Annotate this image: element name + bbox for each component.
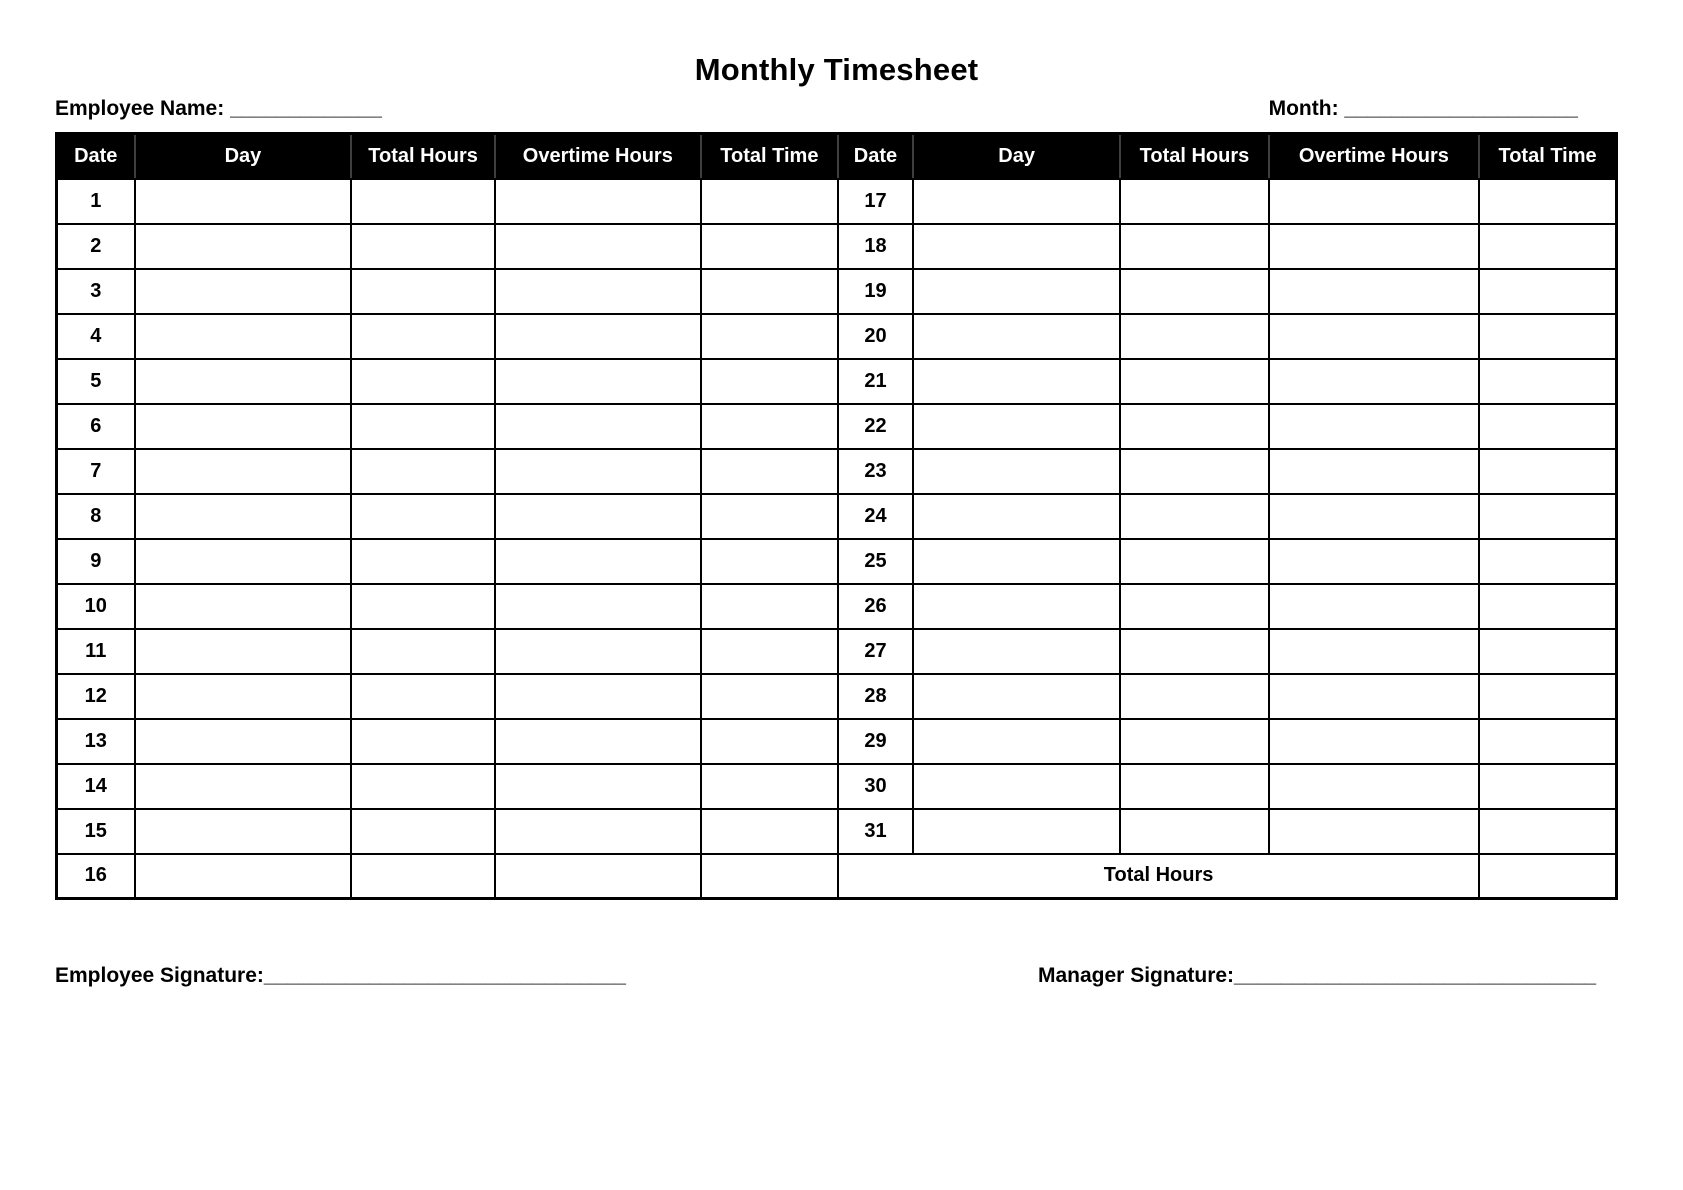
day-cell[interactable] — [913, 584, 1120, 629]
grand-total-cell[interactable] — [1479, 854, 1616, 899]
date-cell: 21 — [838, 359, 913, 404]
date-cell: 13 — [57, 719, 135, 764]
total-time-cell[interactable] — [701, 719, 838, 764]
overtime-hours-cell[interactable] — [495, 854, 701, 899]
overtime-hours-cell[interactable] — [495, 269, 701, 314]
total-hours-cell[interactable] — [1120, 764, 1268, 809]
overtime-hours-cell[interactable] — [495, 314, 701, 359]
total-hours-label: Total Hours — [838, 854, 1479, 899]
total-time-cell[interactable] — [701, 764, 838, 809]
total-time-cell[interactable] — [701, 449, 838, 494]
total-hours-cell[interactable] — [1120, 449, 1268, 494]
date-cell: 29 — [838, 719, 913, 764]
day-cell[interactable] — [913, 224, 1120, 269]
overtime-hours-cell[interactable] — [495, 584, 701, 629]
date-cell: 27 — [838, 629, 913, 674]
total-time-cell[interactable] — [1479, 629, 1616, 674]
day-cell[interactable] — [135, 809, 352, 854]
day-cell[interactable] — [913, 314, 1120, 359]
total-hours-cell[interactable] — [351, 809, 495, 854]
timesheet-table — [55, 132, 1618, 900]
total-time-cell[interactable] — [1479, 494, 1616, 539]
total-time-cell[interactable] — [701, 494, 838, 539]
header-row — [57, 134, 1617, 179]
total-hours-cell[interactable] — [351, 269, 495, 314]
manager-signature-line[interactable]: _______________________________ — [1234, 964, 1597, 987]
total-hours-cell[interactable] — [351, 224, 495, 269]
total-hours-cell[interactable] — [351, 719, 495, 764]
date-cell: 31 — [838, 809, 913, 854]
table-row — [57, 404, 1617, 449]
day-cell[interactable] — [135, 314, 352, 359]
table-row — [57, 719, 1617, 764]
total-hours-cell[interactable] — [351, 584, 495, 629]
header-total-hours-left: Total Hours — [351, 134, 495, 179]
overtime-hours-cell[interactable] — [495, 449, 701, 494]
page-title: Monthly Timesheet — [694, 52, 979, 87]
overtime-hours-cell[interactable] — [1269, 404, 1480, 449]
day-cell[interactable] — [913, 629, 1120, 674]
day-cell[interactable] — [135, 719, 352, 764]
day-cell[interactable] — [135, 854, 352, 899]
header-overtime-hours-left: Overtime Hours — [495, 134, 701, 179]
table-row — [57, 629, 1617, 674]
overtime-hours-cell[interactable] — [495, 764, 701, 809]
total-hours-cell[interactable] — [351, 404, 495, 449]
day-cell[interactable] — [135, 404, 352, 449]
table-row — [57, 314, 1617, 359]
date-cell: 12 — [57, 674, 135, 719]
total-time-cell[interactable] — [1479, 809, 1616, 854]
employee-signature-line[interactable]: _______________________________ — [263, 964, 626, 987]
total-time-cell[interactable] — [701, 584, 838, 629]
day-cell[interactable] — [913, 764, 1120, 809]
overtime-hours-cell[interactable] — [495, 539, 701, 584]
header-total-time-left: Total Time — [701, 134, 838, 179]
date-cell: 26 — [838, 584, 913, 629]
overtime-hours-cell[interactable] — [1269, 539, 1480, 584]
month-blank[interactable]: ____________________ — [1344, 97, 1578, 120]
overtime-hours-cell[interactable] — [495, 179, 701, 224]
total-hours-cell[interactable] — [1120, 314, 1268, 359]
total-time-cell[interactable] — [1479, 719, 1616, 764]
total-time-cell[interactable] — [1479, 224, 1616, 269]
day-cell[interactable] — [913, 719, 1120, 764]
total-time-cell[interactable] — [701, 404, 838, 449]
date-cell: 3 — [57, 269, 135, 314]
day-cell[interactable] — [913, 179, 1120, 224]
date-cell: 11 — [57, 629, 135, 674]
day-cell[interactable] — [135, 539, 352, 584]
total-time-cell[interactable] — [1479, 314, 1616, 359]
overtime-hours-cell[interactable] — [1269, 764, 1480, 809]
table-row — [57, 449, 1617, 494]
table-row — [57, 494, 1617, 539]
signature-section — [55, 964, 1618, 994]
table-row — [57, 809, 1617, 854]
total-hours-cell[interactable] — [1120, 629, 1268, 674]
total-hours-cell[interactable] — [351, 764, 495, 809]
overtime-hours-cell[interactable] — [495, 224, 701, 269]
day-cell[interactable] — [135, 629, 352, 674]
overtime-hours-cell[interactable] — [1269, 719, 1480, 764]
total-time-cell[interactable] — [701, 314, 838, 359]
date-cell: 2 — [57, 224, 135, 269]
date-cell: 15 — [57, 809, 135, 854]
table-row — [57, 269, 1617, 314]
date-cell: 1 — [57, 179, 135, 224]
date-cell: 10 — [57, 584, 135, 629]
total-time-cell[interactable] — [1479, 269, 1616, 314]
overtime-hours-cell[interactable] — [1269, 674, 1480, 719]
overtime-hours-cell[interactable] — [495, 359, 701, 404]
overtime-hours-cell[interactable] — [495, 404, 701, 449]
date-cell: 16 — [57, 854, 135, 899]
manager-signature-label: Manager Signature: — [1038, 964, 1235, 987]
date-cell: 5 — [57, 359, 135, 404]
overtime-hours-cell[interactable] — [495, 494, 701, 539]
total-hours-cell[interactable] — [1120, 584, 1268, 629]
day-cell[interactable] — [913, 674, 1120, 719]
total-hours-cell[interactable] — [351, 674, 495, 719]
day-cell[interactable] — [135, 449, 352, 494]
total-hours-cell[interactable] — [1120, 269, 1268, 314]
overtime-hours-cell[interactable] — [1269, 584, 1480, 629]
table-row — [57, 359, 1617, 404]
total-hours-cell[interactable] — [1120, 494, 1268, 539]
total-time-cell[interactable] — [1479, 179, 1616, 224]
day-cell[interactable] — [913, 359, 1120, 404]
day-cell[interactable] — [913, 449, 1120, 494]
employee-signature-label: Employee Signature: — [55, 964, 264, 987]
overtime-hours-cell[interactable] — [1269, 269, 1480, 314]
overtime-hours-cell[interactable] — [1269, 224, 1480, 269]
employee-name-blank[interactable]: _____________ — [230, 97, 382, 120]
total-hours-cell[interactable] — [351, 629, 495, 674]
total-time-cell[interactable] — [701, 179, 838, 224]
date-cell: 8 — [57, 494, 135, 539]
day-cell[interactable] — [135, 764, 352, 809]
total-time-cell[interactable] — [701, 224, 838, 269]
header-fields — [55, 97, 1618, 121]
table-row — [57, 224, 1617, 269]
total-hours-cell[interactable] — [351, 494, 495, 539]
day-cell[interactable] — [135, 224, 352, 269]
total-time-cell[interactable] — [1479, 674, 1616, 719]
header-overtime-hours-right: Overtime Hours — [1269, 134, 1480, 179]
total-time-cell[interactable] — [1479, 584, 1616, 629]
overtime-hours-cell[interactable] — [1269, 359, 1480, 404]
total-hours-cell[interactable] — [1120, 179, 1268, 224]
total-time-cell[interactable] — [1479, 359, 1616, 404]
total-hours-cell[interactable] — [351, 314, 495, 359]
date-cell: 24 — [838, 494, 913, 539]
date-cell: 7 — [57, 449, 135, 494]
overtime-hours-cell[interactable] — [1269, 809, 1480, 854]
overtime-hours-cell[interactable] — [1269, 449, 1480, 494]
total-hours-cell[interactable] — [1120, 359, 1268, 404]
date-cell: 20 — [838, 314, 913, 359]
day-cell[interactable] — [135, 179, 352, 224]
total-hours-cell[interactable] — [1120, 674, 1268, 719]
month-label: Month: — [1268, 97, 1339, 120]
date-cell: 25 — [838, 539, 913, 584]
total-hours-cell[interactable] — [351, 449, 495, 494]
date-cell: 23 — [838, 449, 913, 494]
total-time-cell[interactable] — [701, 359, 838, 404]
day-cell[interactable] — [135, 584, 352, 629]
table-row — [57, 764, 1617, 809]
total-hours-cell[interactable] — [1120, 404, 1268, 449]
day-cell[interactable] — [913, 404, 1120, 449]
overtime-hours-cell[interactable] — [1269, 314, 1480, 359]
total-time-cell[interactable] — [1479, 449, 1616, 494]
table-row — [57, 674, 1617, 719]
date-cell: 17 — [838, 179, 913, 224]
header-day-right: Day — [913, 134, 1120, 179]
page-content — [55, 0, 1618, 994]
total-hours-cell[interactable] — [351, 179, 495, 224]
day-cell[interactable] — [913, 269, 1120, 314]
date-cell: 18 — [838, 224, 913, 269]
date-cell: 14 — [57, 764, 135, 809]
total-hours-cell[interactable] — [351, 359, 495, 404]
total-time-cell[interactable] — [1479, 539, 1616, 584]
overtime-hours-cell[interactable] — [495, 809, 701, 854]
total-hours-cell[interactable] — [1120, 809, 1268, 854]
total-time-cell[interactable] — [701, 674, 838, 719]
employee-name-field — [55, 97, 382, 121]
overtime-hours-cell[interactable] — [495, 629, 701, 674]
header-day-left: Day — [135, 134, 352, 179]
header-total-time-right: Total Time — [1479, 134, 1616, 179]
day-cell[interactable] — [913, 539, 1120, 584]
total-time-cell[interactable] — [1479, 764, 1616, 809]
header-total-hours-right: Total Hours — [1120, 134, 1268, 179]
date-cell: 30 — [838, 764, 913, 809]
total-hours-cell[interactable] — [1120, 719, 1268, 764]
manager-signature — [1038, 964, 1596, 988]
table-row — [57, 179, 1617, 224]
employee-signature — [55, 964, 626, 988]
employee-name-label: Employee Name: — [55, 97, 225, 120]
day-cell[interactable] — [913, 494, 1120, 539]
total-time-cell[interactable] — [701, 539, 838, 584]
overtime-hours-cell[interactable] — [1269, 629, 1480, 674]
month-field — [1269, 97, 1618, 121]
total-hours-cell[interactable] — [351, 854, 495, 899]
day-cell[interactable] — [135, 674, 352, 719]
table-row — [57, 539, 1617, 584]
total-hours-cell[interactable] — [1120, 224, 1268, 269]
day-cell[interactable] — [135, 359, 352, 404]
header-date-right: Date — [838, 134, 913, 179]
total-hours-cell[interactable] — [1120, 539, 1268, 584]
header-date-left: Date — [57, 134, 135, 179]
date-cell: 22 — [838, 404, 913, 449]
day-cell[interactable] — [913, 809, 1120, 854]
table-row — [57, 584, 1617, 629]
total-time-cell[interactable] — [701, 269, 838, 314]
total-time-cell[interactable] — [701, 809, 838, 854]
day-cell[interactable] — [135, 269, 352, 314]
total-hours-cell[interactable] — [351, 539, 495, 584]
day-cell[interactable] — [135, 494, 352, 539]
overtime-hours-cell[interactable] — [495, 719, 701, 764]
total-time-cell[interactable] — [701, 854, 838, 899]
overtime-hours-cell[interactable] — [1269, 179, 1480, 224]
overtime-hours-cell[interactable] — [495, 674, 701, 719]
overtime-hours-cell[interactable] — [1269, 494, 1480, 539]
total-time-cell[interactable] — [701, 629, 838, 674]
date-cell: 4 — [57, 314, 135, 359]
date-cell: 9 — [57, 539, 135, 584]
date-cell: 28 — [838, 674, 913, 719]
date-cell: 19 — [838, 269, 913, 314]
table-row-last — [57, 854, 1617, 899]
date-cell: 6 — [57, 404, 135, 449]
total-time-cell[interactable] — [1479, 404, 1616, 449]
